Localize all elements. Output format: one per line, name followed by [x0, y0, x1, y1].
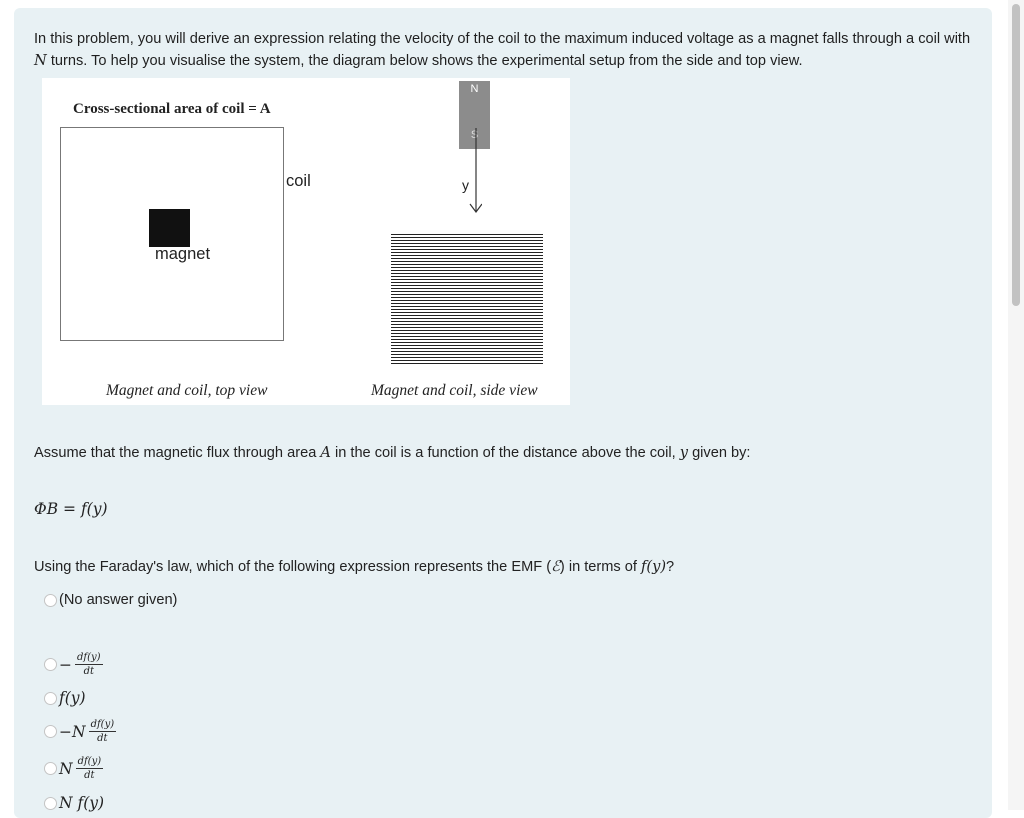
option-prefix: −N — [59, 722, 86, 741]
option-neg-n-derivative[interactable] — [44, 718, 116, 745]
question-text — [34, 558, 674, 575]
magnet-top-view — [149, 209, 190, 247]
fraction-denominator: dt — [83, 666, 94, 677]
figure-title: Cross-sectional area of coil = A — [73, 101, 271, 117]
option-fraction — [89, 718, 117, 745]
top-view-caption: Magnet and coil, top view — [106, 382, 268, 399]
assume-var-y: y — [679, 444, 689, 461]
option-no-answer[interactable] — [44, 592, 177, 608]
assume-part3: given by: — [688, 445, 751, 461]
question-part1: Using the Faraday's law, which of the following expression represents the EMF ( — [34, 559, 552, 575]
assume-text — [34, 444, 750, 461]
y-distance-label: y — [462, 177, 469, 193]
option-fraction — [75, 651, 103, 678]
fraction-numerator: df(y) — [77, 756, 102, 767]
intro-part1: In this problem, you will derive an expression relating the velocity of the coil to the maximum induced voltage as a magnet falls through a coil with — [34, 31, 971, 47]
fraction-numerator: df(y) — [77, 652, 101, 663]
assume-part2: in the coil is a function of the distance above the coil, — [330, 445, 680, 461]
side-view-caption: Magnet and coil, side view — [371, 382, 538, 399]
coil-label: coil — [286, 172, 311, 190]
radio-button[interactable] — [44, 658, 57, 671]
option-neg-derivative[interactable] — [44, 651, 103, 678]
intro-var-n: N — [34, 52, 47, 69]
radio-button[interactable] — [44, 725, 57, 738]
radio-button[interactable] — [44, 762, 57, 775]
option-n-f-of-y[interactable] — [44, 794, 104, 812]
question-part3: ? — [666, 559, 675, 575]
option-n-derivative[interactable] — [44, 755, 103, 782]
radio-button[interactable] — [44, 797, 57, 810]
option-label: N f(y) — [59, 794, 105, 812]
down-arrow-icon — [462, 128, 482, 218]
fraction-denominator: dt — [97, 733, 108, 744]
option-prefix: − — [59, 655, 72, 674]
south-pole-label: S — [470, 129, 479, 141]
question-func: f(y) — [641, 558, 667, 575]
north-pole-label: N — [470, 83, 479, 95]
assume-part1: Assume that the magnetic flux through area — [34, 445, 321, 461]
option-label: (No answer given) — [59, 592, 178, 608]
emf-symbol: ℰ — [551, 558, 560, 575]
intro-text — [34, 29, 974, 72]
flux-formula: ΦB = f(y) — [34, 500, 108, 518]
setup-diagram — [42, 78, 570, 405]
assume-var-a: A — [320, 444, 331, 461]
fraction-denominator: dt — [84, 770, 95, 781]
scrollbar-thumb[interactable] — [1012, 4, 1020, 306]
option-label: f(y) — [59, 689, 86, 707]
option-prefix: N — [59, 759, 73, 778]
radio-button[interactable] — [44, 692, 57, 705]
coil-side-view — [391, 234, 543, 366]
option-fraction — [76, 755, 104, 782]
question-part2: ) in terms of — [559, 559, 641, 575]
option-f-of-y[interactable] — [44, 689, 86, 707]
fraction-numerator: df(y) — [90, 719, 115, 730]
radio-button[interactable] — [44, 594, 57, 607]
magnet-label: magnet — [155, 245, 211, 263]
intro-part2: turns. To help you visualise the system, the diagram below shows the experimental setup from the side and top view. — [46, 53, 803, 69]
